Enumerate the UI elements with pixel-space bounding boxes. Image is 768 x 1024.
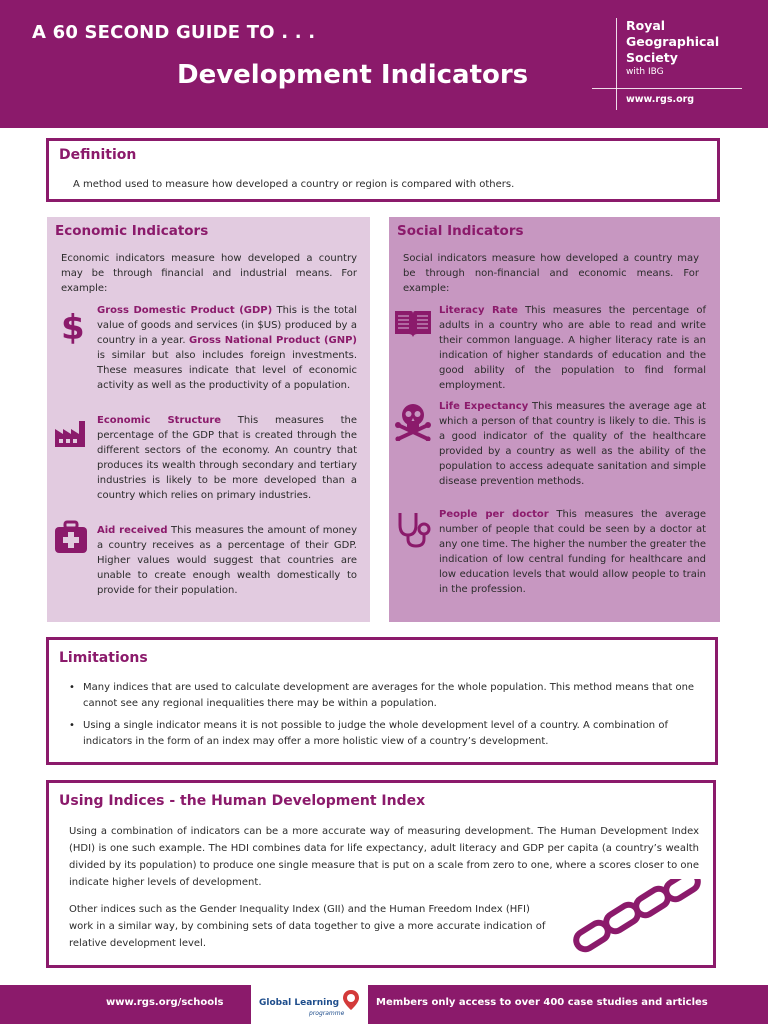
economic-heading: Economic Indicators bbox=[55, 223, 209, 239]
limitations-box bbox=[46, 637, 718, 765]
rgs-logo[interactable] bbox=[626, 18, 756, 105]
social-heading: Social Indicators bbox=[397, 223, 524, 239]
skull-crossbones-icon bbox=[393, 401, 433, 441]
indicator-text: This measures the amount of money a country receives as a percentage of their GDP. Higher values would suggest that countries are unable to create enough wealth domestically to provide for their population. bbox=[97, 525, 357, 596]
definition-heading: Definition bbox=[59, 147, 137, 163]
page-title: Development Indicators bbox=[177, 60, 529, 90]
list-item: • Using a single indicator means it is not possible to judge the whole development level of a country. A combination of indicators in the form of an index may offer a more holistic view of a country’s development. bbox=[65, 718, 705, 750]
stethoscope-icon bbox=[393, 509, 433, 549]
indicator-key: Life Expectancy bbox=[439, 401, 529, 412]
hdi-paragraph: Other indices such as the Gender Inequality Index (GII) and the Human Freedom Index (HFI) work in a similar way, by combining sets of data together to give a more accurate indication of relative development level. bbox=[69, 904, 546, 949]
indicator-life-expectancy bbox=[439, 399, 706, 489]
economic-intro: Economic indicators measure how developed a country may be through financial and industrial means. For example: bbox=[61, 253, 357, 294]
hdi-paragraph: Using a combination of indicators can be a more accurate way of measuring development. The Human Development Index (HDI) is one such example. The HDI combines data for life expectancy, adult literacy and GDP per capita (a country’s wealth divided by its population) to produce one single measure that is put on a scale from zero to one, where a scores closer to one indicate higher levels of development. bbox=[69, 826, 699, 888]
indicator-text: This measures the average number of people that could be seen by a doctor at any one time. The higher the number the greater the indication of low central funding for healthcare and low education levels that would allow people to train in the profession. bbox=[439, 509, 707, 595]
global-learning-logo bbox=[251, 985, 368, 1024]
org-name-line: Geographical bbox=[626, 34, 720, 49]
schools-link[interactable]: www.rgs.org/schools bbox=[106, 997, 224, 1008]
indicator-text: This measures the average age at which a person of that country is likely to die. This is a good indicator of the quality of the healthcare provided by a country as well as the ability of the population to access adequate sanitation and simple disease prevention methods. bbox=[439, 401, 706, 487]
org-name-line: Society bbox=[626, 50, 678, 65]
indicator-key: Economic Structure bbox=[97, 415, 222, 426]
members-access-text[interactable]: Members only access to over 400 case studies and articles bbox=[376, 997, 708, 1008]
social-intro: Social indicators measure how developed a country may be through non-financial and economic means. For example: bbox=[403, 253, 699, 294]
indicator-key: People per doctor bbox=[439, 509, 549, 520]
indicator-key: Aid received bbox=[97, 525, 168, 536]
indicator-economic-structure bbox=[97, 413, 357, 503]
definition-box bbox=[46, 138, 720, 202]
indicator-people-per-doctor bbox=[439, 507, 706, 597]
org-subtitle: with IBG bbox=[626, 67, 664, 77]
indicator-text: This measures the percentage of adults in a country who are able to read and write their common language. A higher literacy rate is an indication of higher standards of education and the good ability of the population to find formal employment. bbox=[439, 305, 706, 391]
hdi-heading: Using Indices - the Human Development Index bbox=[59, 793, 426, 809]
factory-icon bbox=[51, 415, 91, 455]
economic-indicators-panel bbox=[47, 217, 370, 622]
dollar-icon bbox=[51, 305, 91, 345]
page-footer bbox=[0, 985, 768, 1024]
definition-text: A method used to measure how developed a country or region is compared with others. bbox=[73, 179, 515, 190]
indicator-text: This is the total value of goods and services (in $US) produced by a country in a year. bbox=[97, 305, 357, 346]
logo-subtitle: programme bbox=[309, 1010, 345, 1017]
logo-title: Global Learning bbox=[259, 998, 340, 1008]
book-icon bbox=[393, 303, 433, 343]
social-indicators-panel bbox=[389, 217, 720, 622]
indicator-aid-received bbox=[97, 523, 357, 598]
logo-divider-vertical bbox=[616, 18, 617, 110]
first-aid-kit-icon bbox=[51, 517, 91, 557]
svg-text:$: $ bbox=[61, 308, 85, 345]
indicator-text: is similar but also includes foreign investments. These measures indicate that level of economic activity as well as the productivity of a population. bbox=[97, 350, 357, 391]
limitations-list bbox=[65, 680, 705, 756]
indicator-literacy-rate bbox=[439, 303, 706, 393]
indicator-gdp bbox=[97, 303, 357, 393]
indicator-key: Gross Domestic Product (GDP) bbox=[97, 305, 273, 316]
indicator-key: Literacy Rate bbox=[439, 305, 518, 316]
indicator-key: Gross National Product (GNP) bbox=[189, 335, 357, 346]
limitations-heading: Limitations bbox=[59, 650, 148, 666]
map-pin-icon bbox=[342, 989, 360, 1011]
logo-divider-horizontal bbox=[592, 88, 742, 89]
guide-kicker: A 60 SECOND GUIDE TO . . . bbox=[32, 22, 316, 43]
org-url-link[interactable]: www.rgs.org bbox=[626, 94, 695, 105]
org-name-line: Royal bbox=[626, 18, 666, 33]
hdi-box bbox=[46, 780, 716, 968]
page-header bbox=[0, 0, 768, 128]
indicator-text: This measures the percentage of the GDP that is created through the different sectors of the economy. An country that produces its wealth through secondary and tertiary industries is likely to be more developed than a country which relies on primary industries. bbox=[97, 415, 357, 501]
list-item: • Many indices that are used to calculate development are averages for the whole population. This method means that one cannot see any regional inequalities there may be within a population. bbox=[65, 680, 705, 712]
chain-icon bbox=[571, 879, 703, 959]
